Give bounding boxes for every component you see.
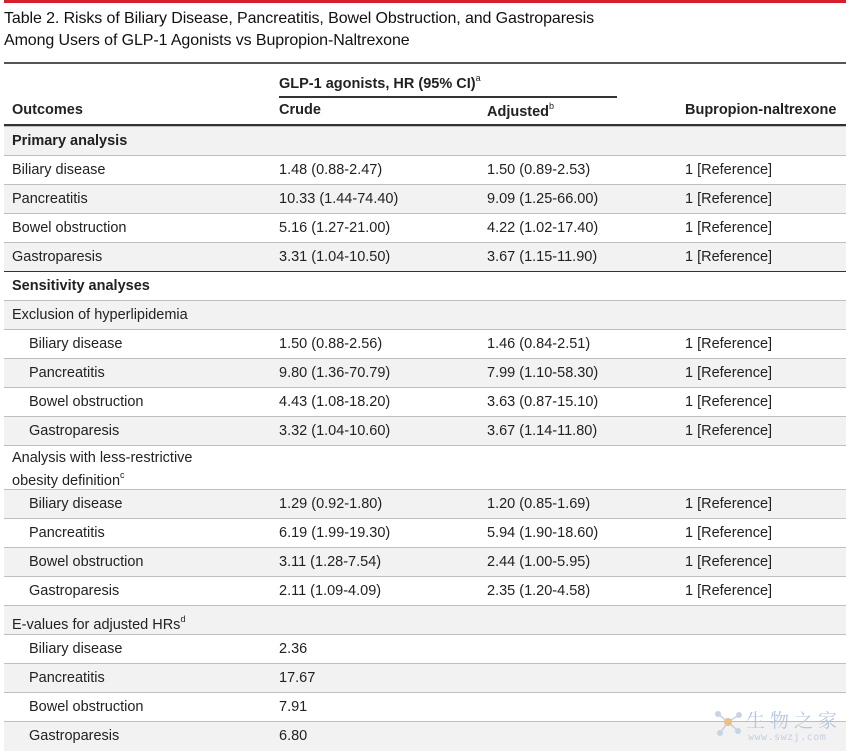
- table-row: [4, 547, 846, 577]
- adjusted-hr-cell: 3.67 (1.14-11.80): [487, 423, 598, 439]
- table-row: [4, 518, 846, 548]
- header-group-label: GLP-1 agonists, HR (95% CI): [279, 75, 476, 92]
- outcome-label: [12, 190, 88, 208]
- header-bupropion: Bupropion-naltrexone: [685, 102, 837, 118]
- results-table: [4, 62, 846, 748]
- crude-hr-cell: 2.11 (1.09-4.09): [279, 583, 382, 599]
- title-accent-bar: [4, 0, 846, 3]
- outcome-label-text: Gastroparesis: [29, 583, 120, 599]
- table-row: [4, 663, 846, 693]
- header-adjusted-footnote: b: [549, 101, 555, 111]
- outcome-label-text: Pancreatitis: [12, 191, 88, 207]
- crude-hr-cell: 3.32 (1.04-10.60): [279, 423, 391, 439]
- section-row-primary-analysis: [4, 126, 846, 156]
- adjusted-hr-cell: 3.63 (0.87-15.10): [487, 394, 599, 410]
- reference-cell: 1 [Reference]: [685, 394, 773, 410]
- header-group-footnote: a: [475, 73, 481, 83]
- table-row: [4, 184, 846, 214]
- reference-cell: 1 [Reference]: [685, 365, 773, 381]
- adjusted-hr-cell: 1.50 (0.89-2.53): [487, 162, 591, 178]
- reference-cell: 1 [Reference]: [685, 583, 773, 599]
- table-row: [4, 576, 846, 606]
- outcome-label: [12, 132, 127, 150]
- outcome-label: [29, 364, 105, 382]
- table-header: [4, 62, 846, 126]
- header-group-glp1: [279, 74, 481, 92]
- table-row: [4, 358, 846, 388]
- adjusted-hr-cell: 1.46 (0.84-2.51): [487, 336, 591, 352]
- outcome-label: [29, 640, 123, 658]
- table-row: [4, 242, 846, 272]
- outcome-label: [29, 335, 123, 353]
- crude-hr-cell: 6.80: [279, 728, 308, 744]
- table-row: [4, 489, 846, 519]
- outcome-label-text: E-values for adjusted HRs: [12, 616, 181, 633]
- crude-hr-cell: 10.33 (1.44-74.40): [279, 191, 399, 207]
- header-group-rule: [279, 96, 617, 98]
- outcome-label: [12, 306, 188, 324]
- watermark: [712, 704, 846, 750]
- table-title: [4, 8, 594, 52]
- table-row: [4, 416, 846, 446]
- adjusted-hr-cell: 9.09 (1.25-66.00): [487, 191, 599, 207]
- outcome-label: [29, 422, 119, 440]
- crude-hr-cell: 1.50 (0.88-2.56): [279, 336, 383, 352]
- outcome-label-text-2: obesity definition: [12, 472, 121, 489]
- outcome-label: [29, 669, 105, 687]
- table-row: [4, 213, 846, 243]
- outcome-label: [29, 553, 143, 571]
- crude-hr-cell: 2.36: [279, 641, 308, 657]
- outcome-label: [12, 161, 106, 179]
- crude-hr-cell: 3.31 (1.04-10.50): [279, 249, 391, 265]
- table-row: [4, 634, 846, 664]
- outcome-label: [29, 524, 105, 542]
- outcome-label: [29, 698, 143, 716]
- outcome-label: [29, 393, 143, 411]
- section-row-sensitivity-analyses: [4, 271, 846, 301]
- reference-cell: 1 [Reference]: [685, 496, 773, 512]
- outcome-label: [12, 449, 193, 490]
- reference-cell: 1 [Reference]: [685, 162, 773, 178]
- header-outcomes: Outcomes: [12, 102, 83, 118]
- outcome-label-text: Bowel obstruction: [12, 220, 127, 236]
- outcome-label-text: Analysis with less-restrictive: [12, 450, 193, 466]
- adjusted-hr-cell: 3.67 (1.15-11.90): [487, 249, 598, 265]
- outcome-label: [29, 727, 119, 745]
- outcome-label-text: Sensitivity analyses: [12, 278, 150, 294]
- outcome-label: [29, 495, 123, 513]
- header-crude: Crude: [279, 102, 321, 118]
- header-adjusted: [487, 102, 554, 120]
- reference-cell: 1 [Reference]: [685, 554, 773, 570]
- table-title-line-2: Among Users of GLP-1 Agonists vs Bupropion-Naltrexone: [4, 32, 410, 49]
- watermark-url: www.swzj.com: [748, 732, 827, 743]
- outcome-label-text: Primary analysis: [12, 133, 128, 149]
- section-row-exclusion-of-hyperlipidemia: [4, 300, 846, 330]
- crude-hr-cell: 1.48 (0.88-2.47): [279, 162, 383, 178]
- outcome-label-text: Biliary disease: [12, 162, 106, 178]
- table-row: [4, 155, 846, 185]
- outcome-label: [12, 277, 150, 295]
- outcome-label-text: Pancreatitis: [29, 525, 105, 541]
- section-row-e-values-for-adjusted-hrs: [4, 605, 846, 635]
- section-row-analysis-with-less-restrictive: [4, 445, 846, 490]
- header-adjusted-label: Adjusted: [487, 103, 550, 120]
- reference-cell: 1 [Reference]: [685, 220, 773, 236]
- adjusted-hr-cell: 5.94 (1.90-18.60): [487, 525, 599, 541]
- outcome-label: [12, 248, 102, 266]
- footnote-marker: c: [120, 470, 125, 480]
- adjusted-hr-cell: 4.22 (1.02-17.40): [487, 220, 599, 236]
- table-row: [4, 387, 846, 417]
- outcome-label-text: Biliary disease: [29, 496, 123, 512]
- outcome-label: [29, 582, 119, 600]
- table-row: [4, 329, 846, 359]
- outcome-label: [12, 219, 126, 237]
- adjusted-hr-cell: 2.35 (1.20-4.58): [487, 583, 591, 599]
- outcome-label-text: Gastroparesis: [12, 249, 103, 265]
- outcome-label-text: Bowel obstruction: [29, 699, 144, 715]
- outcome-label-text: Pancreatitis: [29, 670, 105, 686]
- reference-cell: 1 [Reference]: [685, 191, 773, 207]
- reference-cell: 1 [Reference]: [685, 423, 773, 439]
- outcome-label-text: Biliary disease: [29, 336, 123, 352]
- outcome-label: [12, 611, 185, 634]
- watermark-text: 生物之家: [746, 710, 843, 732]
- crude-hr-cell: 6.19 (1.99-19.30): [279, 525, 391, 541]
- crude-hr-cell: 4.43 (1.08-18.20): [279, 394, 391, 410]
- adjusted-hr-cell: 7.99 (1.10-58.30): [487, 365, 599, 381]
- outcome-label-text: Gastroparesis: [29, 423, 120, 439]
- crude-hr-cell: 17.67: [279, 670, 316, 686]
- crude-hr-cell: 9.80 (1.36-70.79): [279, 365, 391, 381]
- crude-hr-cell: 7.91: [279, 699, 308, 715]
- reference-cell: 1 [Reference]: [685, 336, 773, 352]
- molecule-icon: [712, 706, 744, 738]
- reference-cell: 1 [Reference]: [685, 249, 773, 265]
- outcome-label-text: Gastroparesis: [29, 728, 120, 744]
- outcome-label-text: Pancreatitis: [29, 365, 105, 381]
- outcome-label-text: Biliary disease: [29, 641, 123, 657]
- crude-hr-cell: 1.29 (0.92-1.80): [279, 496, 383, 512]
- outcome-label-text: Bowel obstruction: [29, 394, 144, 410]
- crude-hr-cell: 5.16 (1.27-21.00): [279, 220, 391, 236]
- adjusted-hr-cell: 2.44 (1.00-5.95): [487, 554, 591, 570]
- crude-hr-cell: 3.11 (1.28-7.54): [279, 554, 382, 570]
- table-title-line-1: Table 2. Risks of Biliary Disease, Pancreatitis, Bowel Obstruction, and Gastroparesis: [4, 10, 594, 27]
- outcome-label-text: Bowel obstruction: [29, 554, 144, 570]
- adjusted-hr-cell: 1.20 (0.85-1.69): [487, 496, 591, 512]
- footnote-marker: d: [180, 614, 186, 624]
- reference-cell: 1 [Reference]: [685, 525, 773, 541]
- outcome-label-text: Exclusion of hyperlipidemia: [12, 307, 188, 323]
